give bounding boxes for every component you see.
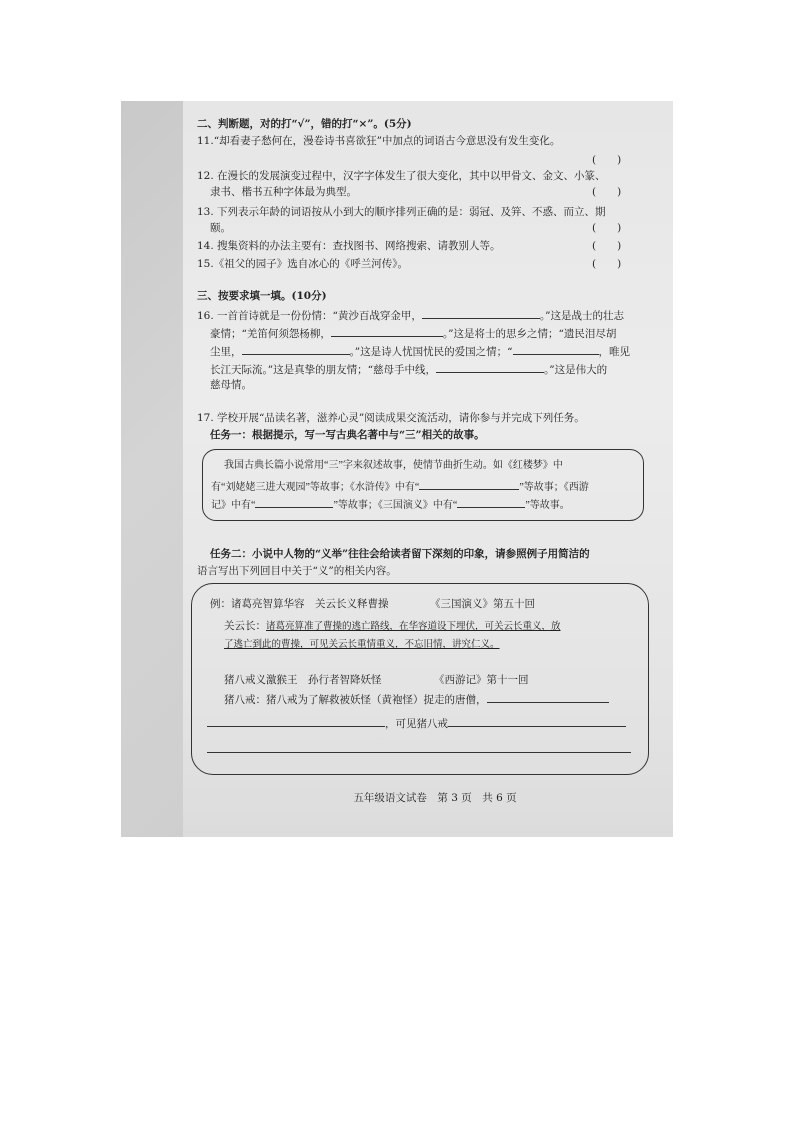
answer-paren-14[interactable]: ( ) [592, 240, 622, 252]
blank-16-2[interactable] [331, 325, 443, 337]
blank-17-2[interactable] [255, 496, 333, 508]
answer-paren-15[interactable]: ( ) [592, 258, 622, 270]
question-14: 14. 搜集资料的办法主要有：查找图书、网络搜索、请教别人等。 [197, 240, 501, 252]
task1-label: 任务一：根据提示，写一写古典名著中与“三”相关的故事。 [210, 429, 485, 441]
question-11: 11.“却看妻子愁何在，漫卷诗书喜欲狂”中加点的词语古今意思没有发生变化。 [197, 135, 561, 147]
question-12: 12. 在漫长的发展演变过程中，汉字字体发生了很大变化，其中以甲骨文、金文、小篆、 [197, 170, 606, 182]
question-16-line5: 慈母情。 [210, 379, 252, 391]
task1-box-line2: 有“刘姥姥三进大观园”等故事；《水浒传》中有“ ”等故事；《西游 [211, 478, 589, 496]
question-answer-line2: ，可见猪八戒 [207, 715, 626, 732]
blank-17-1[interactable] [419, 478, 519, 490]
question-title: 猪八戒义激猴王 孙行者智降妖怪 [224, 674, 382, 686]
blank-16-3[interactable] [242, 343, 350, 355]
exam-photo [121, 101, 673, 837]
question-source: 《西游记》第十一回 [434, 674, 529, 686]
example-answer-line2: 了逃亡到此的曹操，可见关云长重情重义，不忘旧情，讲究仁义。 [224, 639, 500, 650]
question-15: 15.《祖父的园子》选自冰心的《呼兰河传》。 [197, 258, 408, 270]
task1-box-line1: 我国古典长篇小说常用“三”字来叙述故事，使情节曲折生动。如《红楼梦》中 [224, 460, 563, 471]
answer-paren-12[interactable]: ( ) [592, 186, 622, 198]
example-source: 《三国演义》第五十回 [430, 598, 535, 610]
blank-16-4[interactable] [513, 343, 599, 355]
task2-label-cont: 语言写出下列回目中关于“义”的相关内容。 [197, 565, 397, 577]
blank-16-5[interactable] [436, 361, 544, 373]
section3-heading: 三、按要求填一填。(10分) [197, 290, 327, 302]
question-16-line3: 尘里， 。”这是诗人忧国忧民的爱国之情；“ ，唯见 [210, 343, 630, 360]
example-title: 例：诸葛亮智算华容 关云长义释曹操 [210, 598, 389, 610]
answer-blank-1[interactable] [487, 691, 609, 703]
question-17-intro: 17. 学校开展“品读名著，滋养心灵”阅读成果交流活动，请你参与并完成下列任务。 [197, 412, 585, 424]
answer-paren-13[interactable]: ( ) [592, 222, 622, 234]
blank-17-3[interactable] [457, 496, 525, 508]
page-footer: 五年级语文试卷 第 3 页 共 6 页 [353, 792, 517, 804]
question-16-line4: 长江天际流。”这是真挚的朋友情；“慈母手中线， 。”这是伟大的 [210, 361, 607, 378]
task2-label: 任务二：小说中人物的“义举”往往会给读者留下深刻的印象，请参照例子用简洁的 [210, 548, 590, 560]
blank-16-1[interactable] [422, 307, 540, 319]
example-answer-line1: 关云长：诸葛亮算准了曹操的逃亡路线，在华容道设下埋伏，可关云长重义，放 [224, 620, 561, 632]
exam-content [197, 101, 673, 837]
section2-heading: 二、判断题，对的打“√”，错的打“×”。(5分) [197, 118, 412, 130]
question-16-line2: 豪情；“羌笛何须怨杨柳， 。”这是将士的思乡之情；“遗民泪尽胡 [210, 325, 616, 342]
answer-blank-3[interactable] [448, 715, 626, 727]
answer-blank-2[interactable] [207, 715, 385, 727]
question-12-cont: 隶书、楷书五种字体最为典型。 [210, 186, 357, 198]
question-13: 13. 下列表示年龄的词语按从小到大的顺序排列正确的是：弱冠、及笄、不惑、而立、期 [197, 206, 606, 218]
question-answer-line1: 猪八戒：猪八戒为了解救被妖怪（黄袍怪）捉走的唐僧， [224, 691, 609, 708]
question-answer-line3 [207, 741, 631, 758]
answer-paren-11[interactable]: ( ) [592, 154, 622, 166]
question-13-cont: 颐。 [210, 222, 231, 234]
answer-blank-4[interactable] [207, 741, 631, 753]
task1-box-line3: 记》中有“ ”等故事；《三国演义》中有“ ”等故事。 [211, 496, 570, 514]
question-16-line1: 16. 一首首诗就是一份份情：“黄沙百战穿金甲， 。”这是战士的壮志 [197, 307, 624, 324]
bleed-through [592, 121, 595, 134]
